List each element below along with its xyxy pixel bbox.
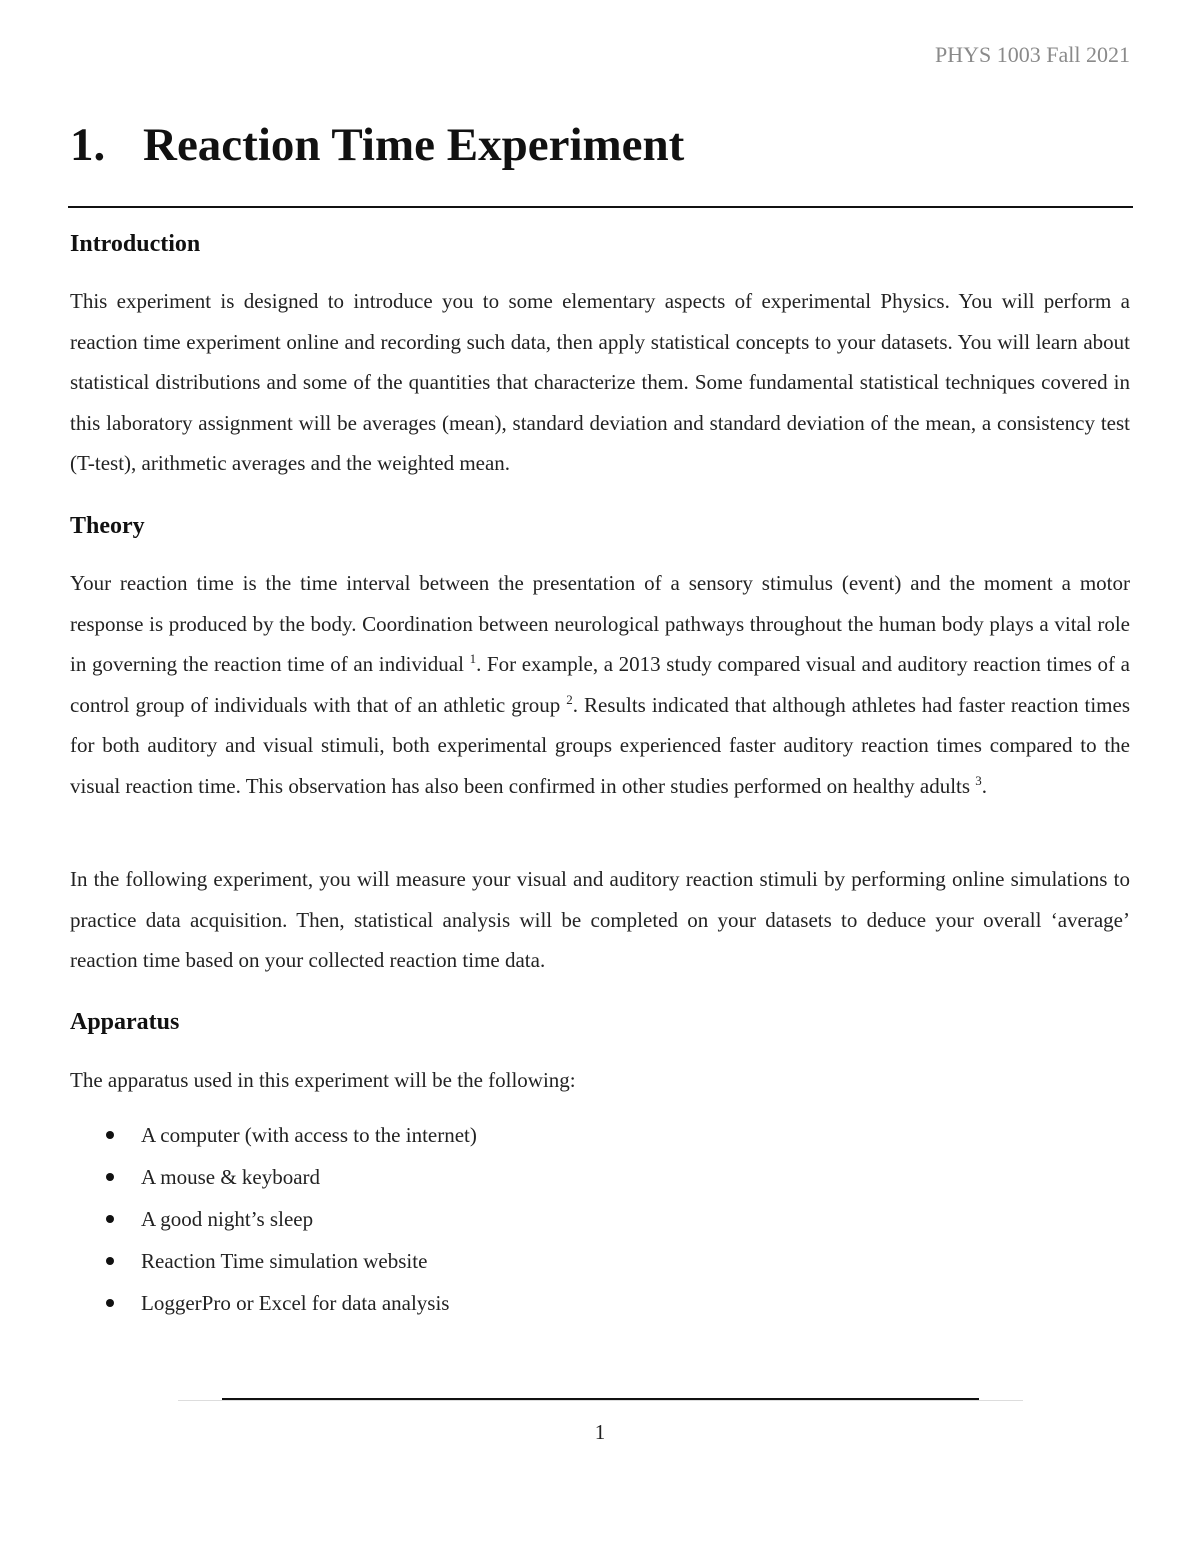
apparatus-list xyxy=(70,1114,970,1324)
page-number: 1 xyxy=(594,1420,606,1444)
list-item xyxy=(70,1156,970,1198)
theory-text-2: . For example, a 2013 study compared visual and auditory reaction times of a control group of individuals with that of an athletic group xyxy=(70,652,1131,717)
list-item xyxy=(70,1282,970,1324)
citation-1: 1 xyxy=(469,651,477,667)
footer-divider xyxy=(222,1398,979,1400)
bullet-icon xyxy=(106,1257,114,1265)
list-item-text: Reaction Time simulation website xyxy=(141,1249,428,1273)
title-divider xyxy=(68,206,1133,208)
theory-section xyxy=(70,563,1130,807)
list-item xyxy=(70,1198,970,1240)
title-text: Reaction Time Experiment xyxy=(143,119,685,171)
page-title xyxy=(70,118,684,172)
citation-2: 2 xyxy=(566,691,573,707)
bullet-icon xyxy=(106,1131,114,1139)
list-item xyxy=(70,1114,970,1156)
list-item-text: A computer (with access to the internet) xyxy=(141,1123,477,1147)
theory-text-1: Your reaction time is the time interval between the presentation of a sensory stimulus (event) and the moment a motor response is produced by the body. Coordination between neurological pathways throughout the human body plays a vital role in governing the reaction time of an individual xyxy=(70,571,1130,677)
apparatus-intro: The apparatus used in this experiment will be the following: xyxy=(70,1068,576,1092)
title-number: 1. xyxy=(70,119,106,171)
list-item-text: A mouse & keyboard xyxy=(141,1165,321,1189)
bullet-icon xyxy=(106,1299,114,1307)
theory-text-3: . Results indicated that although athletes had faster reaction times for both auditory and visual stimuli, both experimental groups experienced faster auditory reaction times compared to the visual reaction time. This observation has also been confirmed in other studies performed on healthy adults xyxy=(70,692,1130,798)
theory-heading-block xyxy=(70,513,1130,540)
theory-paragraph-2: In the following experiment, you will measure your visual and auditory reaction stimuli by performing online simulations to practice data acquisition. Then, statistical analysis will be completed on your datasets to deduce your overall ‘average’ reaction time based on your collected reaction time data. xyxy=(70,867,1130,973)
list-item xyxy=(70,1240,970,1282)
apparatus-heading-block xyxy=(70,1009,1130,1036)
list-item-text: LoggerPro or Excel for data analysis xyxy=(141,1291,450,1315)
bullet-icon xyxy=(106,1215,114,1223)
introduction-paragraph: This experiment is designed to introduce you to some elementary aspects of experimental Physics. You will perform a reaction time experiment online and recording such data, then apply statistical concepts to your datasets. You will learn about statistical distributions and some of the quantities that characterize them. Some fundamental statistical techniques covered in this laboratory assignment will be averages (mean), standard deviation and standard deviation of the mean, a consistency test (T-test), arithmetic averages and the weighted mean. xyxy=(70,289,1130,476)
bullet-icon xyxy=(106,1173,114,1181)
theory-text-4: . xyxy=(981,773,988,798)
theory-heading: Theory xyxy=(70,513,145,539)
citation-3: 3 xyxy=(975,772,982,788)
apparatus-intro-block xyxy=(70,1060,1130,1101)
apparatus-heading: Apparatus xyxy=(70,1009,180,1035)
list-item-text: A good night’s sleep xyxy=(141,1207,314,1231)
theory-section-2 xyxy=(70,859,1130,981)
theory-paragraph-1 xyxy=(70,563,1130,807)
footer-divider-light xyxy=(178,1400,1023,1401)
running-header: PHYS 1003 Fall 2021 xyxy=(935,42,1130,67)
introduction-heading-block xyxy=(70,231,1130,258)
introduction-section xyxy=(70,281,1130,484)
introduction-heading: Introduction xyxy=(70,231,201,257)
